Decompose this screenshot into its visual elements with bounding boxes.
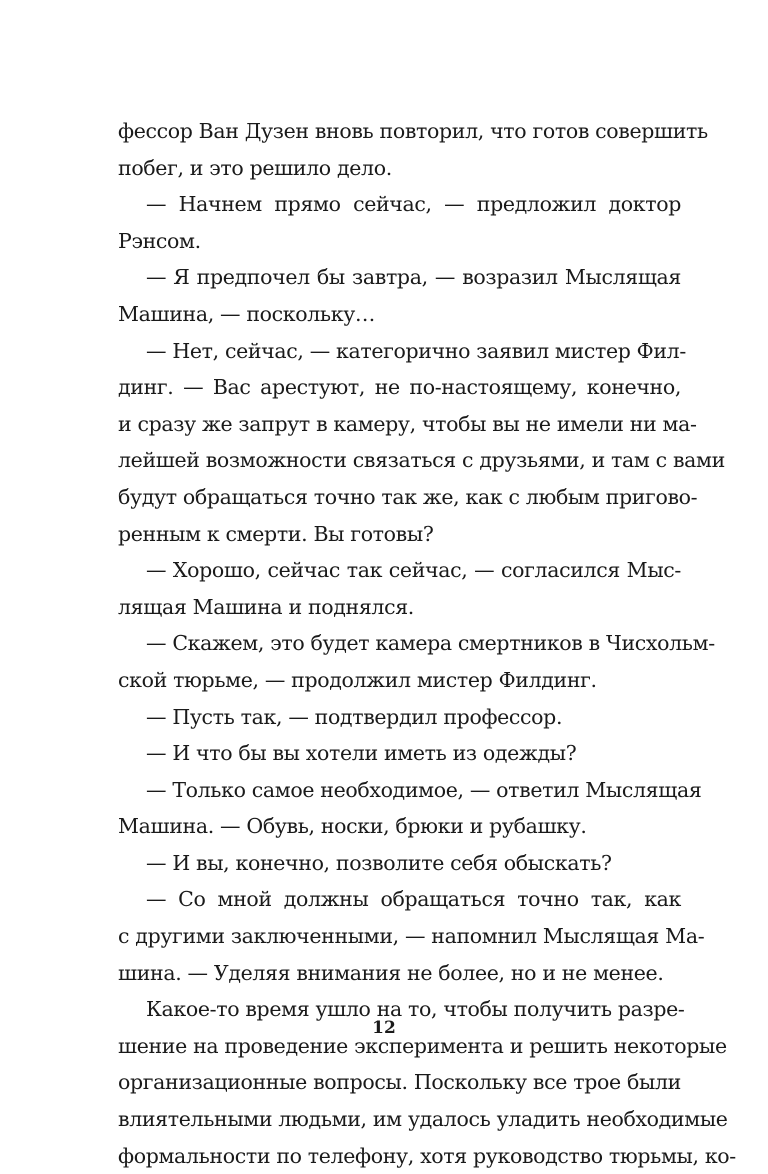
text-line: лейшей возможности связаться с друзьями, и там с вами <box>118 448 725 473</box>
text-line: с другими заключенными, — напомнил Мыслящая Ма- <box>118 924 705 949</box>
text-line: шина. — Уделяя внимания не более, но и не менее. <box>118 960 664 985</box>
text-line: — Скажем, это будет камера смертников в Чисхольм- <box>146 631 715 656</box>
text-line: формальности по телефону, хотя руководство тюрьмы, ко- <box>118 1143 736 1168</box>
text-line: — Пусть так, — подтвердил профессор. <box>146 704 563 729</box>
text-line: Машина. — Обувь, носки, брюки и рубашку. <box>118 814 587 839</box>
text-line: Рэнсом. <box>118 228 201 253</box>
text-line: и сразу же запрут в камеру, чтобы вы не имели ни ма- <box>118 411 697 436</box>
text-line: — Начнем прямо сейчас, — предложил доктор <box>146 192 681 217</box>
page-number: 12 <box>372 1018 396 1038</box>
text-line: шение на проведение эксперимента и решить некоторые <box>118 1033 727 1058</box>
text-line: — Только самое необходимое, — ответил Мыслящая <box>146 777 702 802</box>
text-line: — И вы, конечно, позволите себя обыскать? <box>146 850 612 875</box>
page-text-block <box>118 113 736 1174</box>
text-line: — Я предпочел бы завтра, — возразил Мыслящая <box>146 265 681 290</box>
text-line: Машина, — поскольку… <box>118 301 376 326</box>
text-line: динг. — Вас арестуют, не по-настоящему, конечно, <box>118 375 681 400</box>
text-line: ренным к смерти. Вы готовы? <box>118 521 434 546</box>
text-line: — Со мной должны обращаться точно так, как <box>146 887 681 912</box>
text-line: лящая Машина и поднялся. <box>118 594 414 619</box>
text-line: фессор Ван Дузен вновь повторил, что готов совершить <box>118 119 708 143</box>
text-line: Какое-то время ушло на то, чтобы получить разре- <box>146 997 685 1022</box>
text-line: — Нет, сейчас, — категорично заявил мистер Фил- <box>146 338 686 363</box>
text-line: побег, и это решило дело. <box>118 155 392 180</box>
text-line: организационные вопросы. Поскольку все трое были <box>118 1070 681 1095</box>
text-line: — Хорошо, сейчас так сейчас, — согласился Мыс- <box>146 558 681 583</box>
text-line: влиятельными людьми, им удалось уладить необходимые <box>118 1107 728 1132</box>
text-line: будут обращаться точно так же, как с любым пригово- <box>118 484 698 509</box>
text-line: ской тюрьме, — продолжил мистер Филдинг. <box>118 667 597 692</box>
text-line: — И что бы вы хотели иметь из одежды? <box>146 741 577 766</box>
